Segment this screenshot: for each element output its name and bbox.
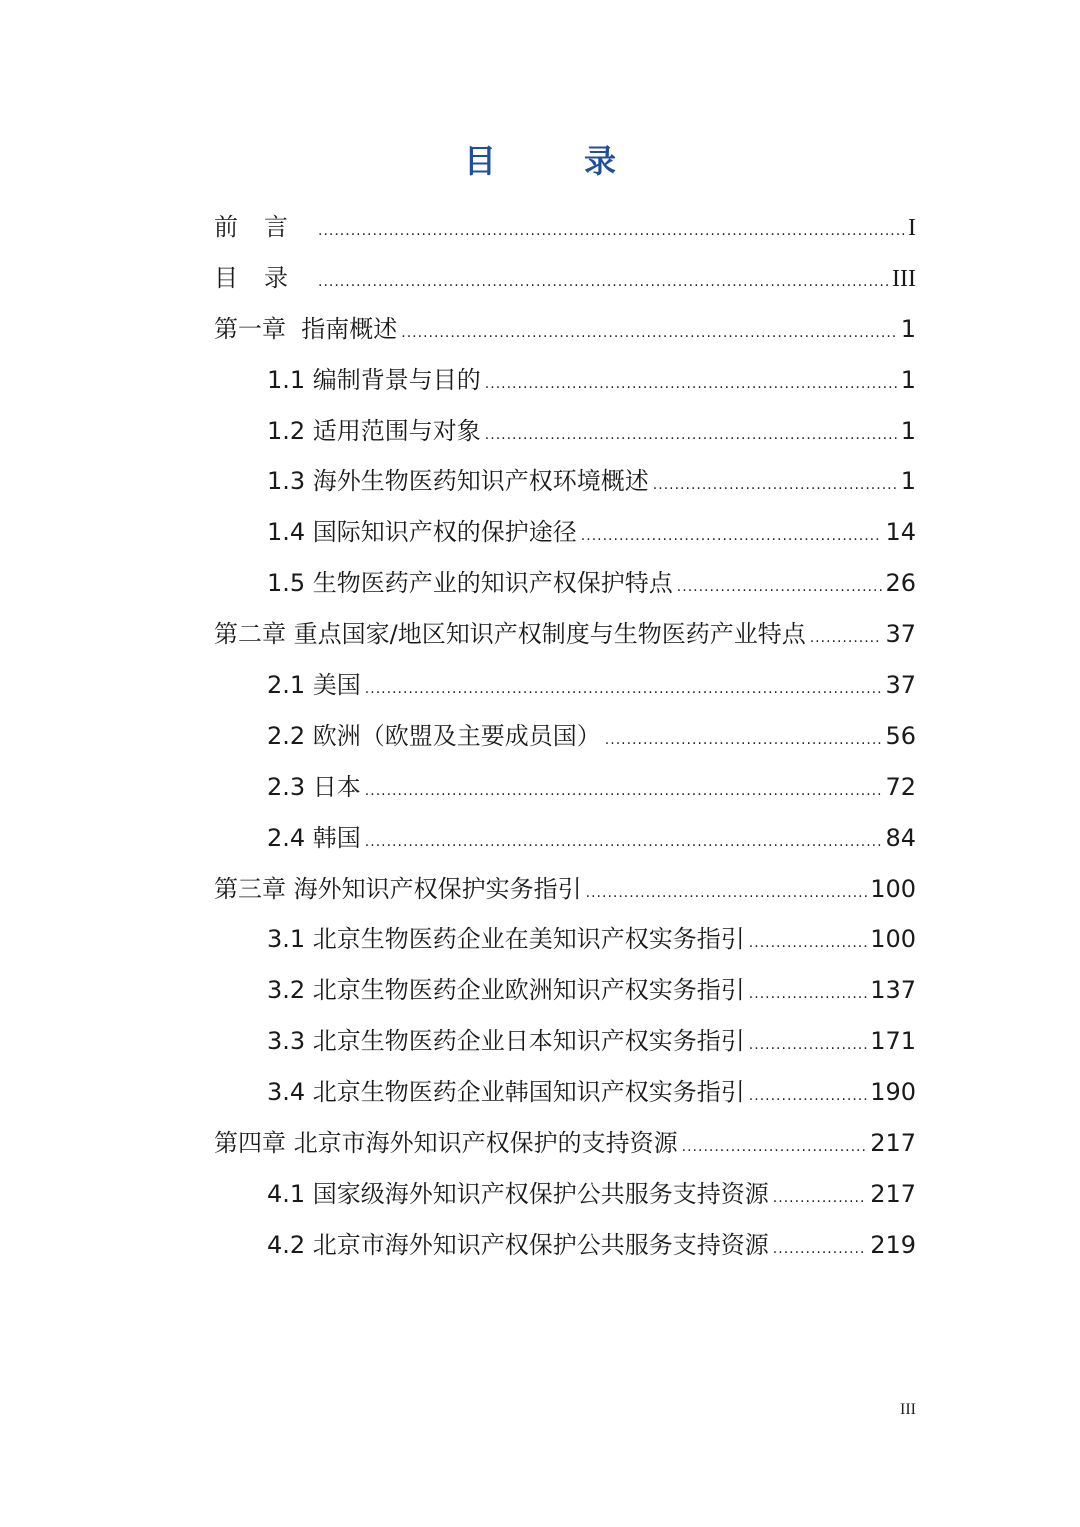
toc-entry-label: 3.2 北京生物医药企业欧洲知识产权实务指引: [267, 976, 745, 1005]
toc-entry-label: 前言: [214, 213, 314, 241]
toc-entry-label: 2.1 美国: [267, 671, 361, 700]
toc-leader-dots: [581, 511, 883, 562]
toc-entry-chapter-4[interactable]: [214, 1118, 916, 1169]
toc-entry-chapter-2[interactable]: [214, 609, 916, 660]
toc-entry-1-1[interactable]: [214, 355, 916, 406]
toc-entry-label: 1.4 国际知识产权的保护途径: [267, 518, 577, 547]
toc-entry-2-2[interactable]: [214, 711, 916, 762]
toc-entry-label: 2.3 日本: [267, 772, 361, 801]
toc-entry-label: 第二章 重点国家/地区知识产权制度与生物医药产业特点: [214, 620, 806, 649]
toc-title: 目 录: [463, 142, 644, 180]
toc-leader-dots: [605, 715, 883, 766]
toc-entry-label: 目录: [214, 263, 314, 292]
toc-leader-dots: [365, 664, 883, 715]
toc-entry-1-2[interactable]: [214, 406, 916, 457]
toc-leader-dots: [682, 1122, 868, 1173]
toc-entry-label: 3.4 北京生物医药企业韩国知识产权实务指引: [267, 1078, 745, 1107]
table-of-contents: [214, 202, 916, 1271]
toc-leader-dots: [365, 766, 883, 817]
toc-entry-2-1[interactable]: [214, 660, 916, 711]
toc-entry-label: 4.1 国家级海外知识产权保护公共服务支持资源: [267, 1179, 769, 1208]
toc-leader-dots: [749, 918, 867, 969]
toc-leader-dots: [677, 562, 883, 613]
toc-entry-label: 第三章 海外知识产权保护实务指引: [214, 874, 582, 903]
toc-entry-label: 3.1 北京生物医药企业在美知识产权实务指引: [267, 925, 745, 954]
toc-entry-page: III: [892, 265, 916, 292]
toc-entry-page: 1: [900, 314, 916, 343]
toc-entry-3-2[interactable]: [214, 965, 916, 1016]
toc-entry-label: 第一章 指南概述: [214, 314, 398, 343]
toc-entry-label: 1.2 适用范围与对象: [267, 416, 481, 445]
toc-leader-dots: [773, 1224, 867, 1275]
toc-entry-page: 37: [885, 620, 916, 649]
toc-entry-3-4[interactable]: [214, 1067, 916, 1118]
toc-entry-4-2[interactable]: [214, 1220, 916, 1271]
toc-entry-label: 第四章 北京市海外知识产权保护的支持资源: [214, 1129, 678, 1158]
toc-entry-chapter-3[interactable]: [214, 864, 916, 915]
toc-entry-label: 3.3 北京生物医药企业日本知识产权实务指引: [267, 1027, 745, 1056]
toc-leader-dots: [586, 868, 868, 919]
toc-entry-label: 1.5 生物医药产业的知识产权保护特点: [267, 569, 673, 598]
toc-entry-1-4[interactable]: [214, 507, 916, 558]
toc-entry-label: 1.1 编制背景与目的: [267, 365, 481, 394]
toc-leader-dots: [653, 460, 898, 511]
toc-leader-dots: [365, 817, 883, 868]
toc-entry-page: 100: [870, 925, 916, 954]
toc-entry-chapter-1[interactable]: [214, 304, 916, 355]
toc-entry-page: 137: [870, 976, 916, 1005]
toc-entry-4-1[interactable]: [214, 1169, 916, 1220]
toc-entry-page: 217: [870, 1179, 916, 1208]
toc-leader-dots: [773, 1173, 867, 1224]
toc-leader-dots: [485, 410, 898, 461]
toc-entry-label: 2.4 韩国: [267, 823, 361, 852]
toc-entry-page: 1: [900, 416, 916, 445]
page-number: III: [900, 1401, 916, 1418]
toc-entry-page: 171: [870, 1027, 916, 1056]
toc-entry-page: 56: [885, 721, 916, 750]
toc-entry-page: I: [908, 215, 916, 241]
toc-entry-label: 1.3 海外生物医药知识产权环境概述: [267, 467, 649, 496]
toc-entry-page: 100: [870, 874, 916, 903]
toc-entry-1-5[interactable]: [214, 558, 916, 609]
toc-entry-3-1[interactable]: [214, 914, 916, 965]
toc-entry-page: 72: [885, 772, 916, 801]
toc-entry-label: 4.2 北京市海外知识产权保护公共服务支持资源: [267, 1230, 769, 1259]
toc-entry-page: 26: [885, 569, 916, 598]
toc-entry-page: 84: [885, 823, 916, 852]
toc-entry-page: 1: [900, 365, 916, 394]
toc-leader-dots: [318, 206, 905, 257]
toc-entry-label: 2.2 欧洲（欧盟及主要成员国）: [267, 721, 601, 750]
toc-entry-page: 1: [900, 467, 916, 496]
toc-entry-page: 219: [870, 1230, 916, 1259]
toc-entry-3-3[interactable]: [214, 1016, 916, 1067]
toc-entry-page: 217: [870, 1129, 916, 1158]
toc-entry-contents[interactable]: [214, 253, 916, 304]
toc-leader-dots: [749, 969, 867, 1020]
toc-entry-page: 14: [885, 518, 916, 547]
toc-leader-dots: [401, 308, 897, 359]
toc-entry-2-3[interactable]: [214, 762, 916, 813]
toc-entry-preface[interactable]: [214, 202, 916, 253]
toc-leader-dots: [318, 257, 889, 308]
toc-entry-page: 190: [870, 1078, 916, 1107]
toc-entry-1-3[interactable]: [214, 456, 916, 507]
toc-entry-page: 37: [885, 671, 916, 700]
toc-leader-dots: [749, 1020, 867, 1071]
toc-leader-dots: [749, 1071, 867, 1122]
toc-leader-dots: [485, 359, 898, 410]
toc-entry-2-4[interactable]: [214, 813, 916, 864]
toc-leader-dots: [810, 613, 883, 664]
